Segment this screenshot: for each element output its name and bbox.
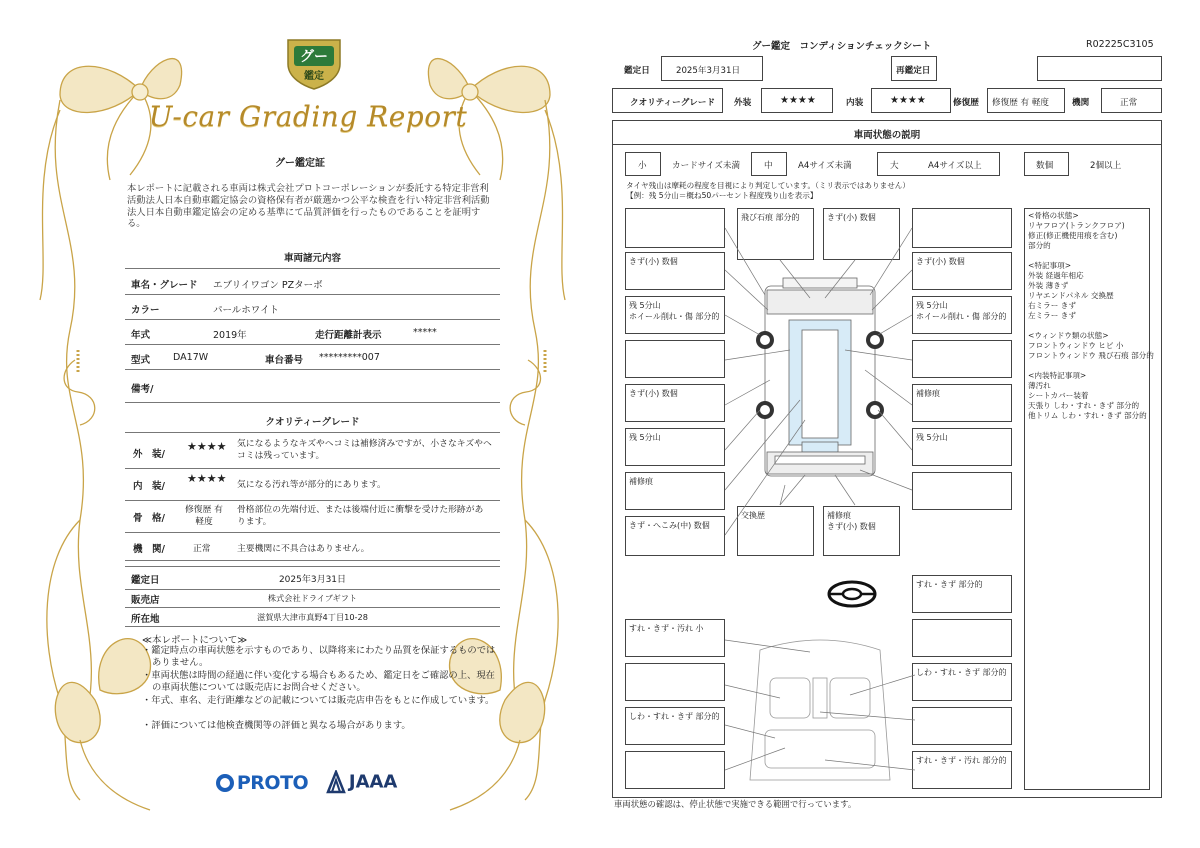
label: 再鑑定日: [896, 66, 931, 76]
appraisal-date-value: 2025年3月31日: [278, 575, 347, 585]
label: 内 装/: [133, 481, 165, 492]
color-value: パールホワイト: [213, 305, 280, 316]
label: 型式: [131, 355, 151, 366]
label: クオリティーグレード: [630, 98, 716, 108]
interior-box: [912, 663, 1012, 701]
spec-row-remarks: [125, 374, 500, 403]
engine-grade: 正常: [1120, 98, 1138, 108]
interior-note: すれ・きず・汚れ 小: [629, 624, 704, 633]
chassis-number-value: *********007: [319, 352, 380, 363]
spec-row-color: [125, 297, 500, 320]
remark-item: 右ミラー きず: [1028, 301, 1076, 310]
remark-item: フロントウィンドウ ヒビ 小: [1028, 341, 1124, 350]
quality-row-exterior: [125, 436, 500, 469]
quality-section-title: クオリティーグレード: [265, 417, 360, 428]
damage-note: 飛び石痕 部分的: [741, 213, 800, 222]
appraisal-date: 2025年3月31日: [676, 66, 741, 76]
size-medium-label: 中: [764, 161, 773, 171]
spec-row-name: [125, 272, 500, 295]
note-item: ・評価については他検査機関等の評価と異なる場合があります。: [142, 720, 411, 731]
label: 所在地: [131, 614, 160, 625]
interior-box: [625, 751, 725, 789]
tire-note-example: 【例：残 5分山＝概ね50パーセント程度残り山を表示】: [626, 191, 818, 200]
label: 車名・グレード: [131, 280, 198, 291]
panel-title: 車両状態の説明: [853, 130, 921, 141]
size-large-label: 大: [890, 161, 899, 171]
footer-row-date: [125, 566, 500, 590]
note-item: ・車両状態は時間の経過に伴い変化する場合もあるため、鑑定日をご確認の上、現在の車両状態については販売店にお問合せください。: [142, 670, 495, 693]
damage-note: きず・へこみ(中) 数個: [629, 521, 710, 530]
label: 販売店: [131, 595, 160, 606]
count-desc: 2個以上: [1090, 161, 1122, 171]
tire-note: タイヤ残山は摩耗の程度を目視により判定しています。（ミリ表示ではありません）: [626, 181, 910, 190]
interior-box: [912, 619, 1012, 657]
notes-title: ≪本レポートについて≫: [142, 635, 248, 646]
grade-value: ★★★★: [187, 472, 227, 485]
remark-spacer: [1028, 321, 1154, 331]
proto-logo: [216, 772, 308, 794]
remark-item: 外装 経過年相応: [1028, 271, 1084, 280]
proto-wordmark: PROTO: [236, 772, 309, 794]
tire-note: 残 5分山 ホイール削れ・傷 部分的: [916, 301, 1007, 321]
damage-note: きず(小) 数個: [827, 213, 876, 222]
remark-item: 左ミラー きず: [1028, 311, 1076, 320]
svg-text:鑑定: 鑑定: [304, 71, 324, 82]
label: 鑑定日: [624, 66, 650, 76]
car-name-value: エブリイワゴン PZターボ: [213, 280, 323, 291]
exterior-grade: ★★★★: [780, 95, 816, 106]
remark-item: リヤエンドパネル 交換歴: [1028, 291, 1114, 300]
interior-box: [912, 707, 1012, 745]
exterior-leader-lines: [600, 200, 1020, 580]
remark-item: 外装 薄きず: [1028, 281, 1069, 290]
divider: [125, 432, 500, 433]
footer-row-address: [125, 608, 500, 627]
size-small-desc: カードサイズ未満: [672, 161, 741, 171]
interior-box: [625, 663, 725, 701]
interior-note: しわ・すれ・きず 部分的: [629, 712, 720, 721]
steering-wheel-icon: [826, 579, 878, 609]
remark-item: シートカバー装着: [1028, 391, 1089, 400]
car-interior-diagram: [725, 630, 915, 790]
label: 備考/: [131, 384, 154, 395]
report-script-title: U-car Grading Report: [148, 100, 468, 133]
label: カラー: [131, 305, 160, 316]
svg-text:グー: グー: [300, 49, 328, 65]
grade-value: ★★★★: [187, 440, 227, 453]
model-code-value: DA17W: [173, 352, 209, 363]
damage-note: 補修痕 きず(小) 数個: [827, 511, 876, 531]
interior-box: [625, 707, 725, 745]
grade-description: 気になるようなキズやヘコミは補修済みですが、小さなキズやヘコミは残っています。: [237, 439, 492, 461]
damage-note: きず(小) 数個: [629, 257, 678, 266]
report-id: R02225C3105: [1086, 39, 1154, 50]
label: 鑑定日: [131, 575, 160, 586]
footnote: 車両状態の確認は、停止状態で実施できる範囲で行っています。: [614, 799, 857, 809]
certificate-statement: 本レポートに記載される車両は株式会社プロトコーポレーションが委託する特定非営利活動法人日本自動車鑑定協会の資格保有者が厳選かつ公平な検査を行い特定非営利活動法人日本自動車鑑定協会の定める基準にて品質評価を行ったものであることを証明する。: [127, 183, 490, 230]
frame-grade: 修復歴 有 軽度: [992, 98, 1050, 108]
certificate-title: グー鑑定証: [275, 158, 325, 169]
interior-box: [912, 751, 1012, 789]
address-value: 滋賀県大津市真野4丁目10-28: [257, 612, 368, 622]
grade-value: 修復歴 有軽度: [185, 505, 223, 527]
grade-description: 主要機関に不具合はありません。: [237, 544, 370, 554]
dealer-value: 株式会社ドライブギフト: [267, 593, 358, 603]
remark-heading: <骨格の状態>: [1028, 211, 1079, 220]
label: 外 装/: [133, 449, 165, 460]
odometer-value: *****: [413, 327, 437, 338]
remark-item: 薄汚れ: [1028, 381, 1051, 390]
label: 機 関/: [133, 544, 165, 555]
quality-row-engine: [125, 534, 500, 561]
grade-description: 骨格部位の先端付近、または後端付近に衝撃を受けた形跡があります。: [237, 505, 484, 527]
remark-item: フロントウィンドウ 飛び石痕 部分的: [1028, 351, 1154, 360]
interior-grade: ★★★★: [890, 95, 926, 106]
divider: [125, 268, 500, 269]
label: 車台番号: [265, 355, 304, 366]
interior-note: すれ・きず・汚れ 部分的: [916, 756, 1007, 765]
jaaa-wordmark: JAAA: [348, 771, 398, 793]
label: 修復歴: [953, 98, 979, 108]
damage-note: 補修痕: [916, 389, 940, 398]
remark-spacer: [1028, 251, 1154, 261]
spec-row-model: [125, 347, 500, 370]
damage-note: すれ・きず 部分的: [916, 580, 983, 589]
label: 機関: [1072, 98, 1090, 108]
quality-row-interior: [125, 470, 500, 501]
remark-spacer: [1028, 361, 1154, 371]
remark-item: 他トリム しわ・すれ・きず 部分的: [1028, 411, 1147, 420]
goo-kantei-logo: [284, 32, 344, 90]
remark-heading: <ウィンドウ類の状態>: [1028, 331, 1109, 340]
remarks-list: [1028, 211, 1154, 421]
year-value: 2019年: [213, 330, 247, 341]
tire-note: 残 5分山: [916, 433, 948, 442]
size-medium-desc: A4サイズ未満: [798, 161, 852, 171]
remark-heading: <特記事項>: [1028, 261, 1072, 270]
footer-row-shop: [125, 589, 500, 608]
spec-row-year: [125, 322, 500, 345]
tire-note: 残 5分山 ホイール削れ・傷 部分的: [629, 301, 720, 321]
damage-note: 交換歴: [741, 511, 765, 520]
steering-box: [912, 575, 1012, 613]
label: 年式: [131, 330, 151, 341]
grade-description: 気になる汚れ等が部分的にあります。: [237, 480, 386, 490]
grade-value: 正常: [193, 544, 211, 554]
label: 骨 格/: [133, 513, 165, 524]
interior-box: [625, 619, 725, 657]
sheet-title: グー鑑定 コンディションチェックシート: [752, 41, 932, 52]
label: 内装: [846, 98, 864, 108]
spec-section-title: 車両諸元内容: [283, 253, 341, 264]
interior-note: しわ・すれ・きず 部分的: [916, 668, 1007, 677]
quality-row-frame: [125, 502, 500, 533]
label: 外装: [734, 98, 752, 108]
remark-item: 部分的: [1028, 241, 1051, 250]
damage-note: きず(小) 数個: [916, 257, 965, 266]
jaaa-mark-icon: [326, 770, 346, 794]
remark-item: リヤフロア(トランクフロア): [1028, 221, 1125, 230]
note-item: ・鑑定時点の車両状態を示すものであり、以降将来にわたり品質を保証するものではありません。: [142, 645, 496, 668]
jaaa-logo: [326, 770, 397, 794]
remark-heading: <内装特記事項>: [1028, 371, 1087, 380]
tire-note: 残 5分山: [629, 433, 661, 442]
proto-mark-icon: [216, 774, 234, 792]
count-label: 数個: [1036, 161, 1054, 171]
size-large-desc: A4サイズ以上: [928, 161, 982, 171]
remark-item: 修正(修正機使用痕を含む): [1028, 231, 1118, 240]
note-item: ・年式、車名、走行距離などの記載については販売店申告をもとに作成しています。: [142, 695, 495, 706]
remark-item: 天張り しわ・すれ・きず 部分的: [1028, 401, 1140, 410]
label: 走行距離計表示: [315, 330, 382, 341]
damage-note: 補修痕: [629, 477, 653, 486]
size-small-label: 小: [638, 161, 647, 171]
damage-note: きず(小) 数個: [629, 389, 678, 398]
